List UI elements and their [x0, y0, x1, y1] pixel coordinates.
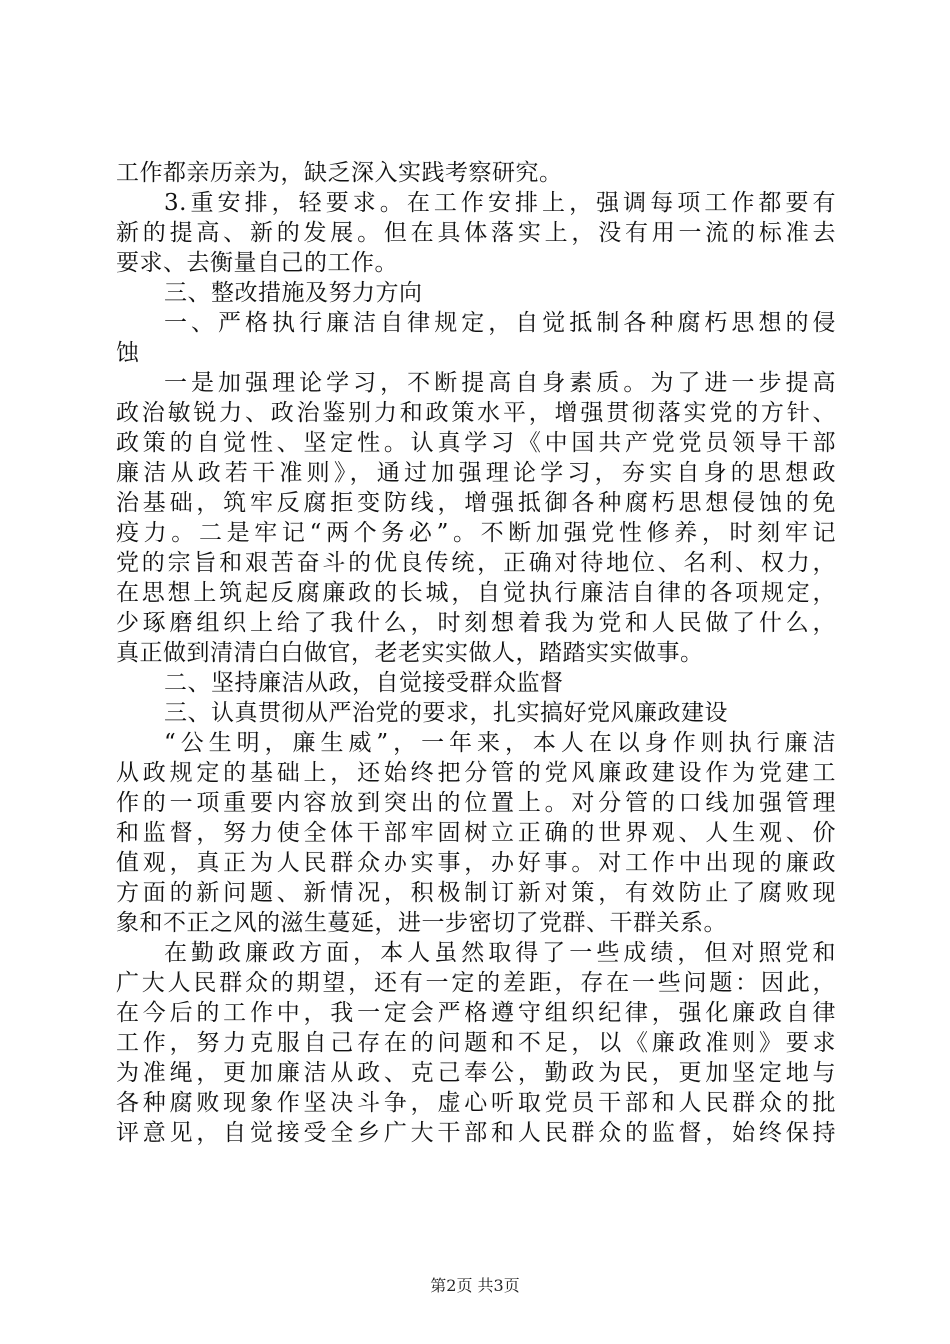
text-line: 廉洁从政若干准则》，通过加强理论学习，夯实自身的思想政: [116, 460, 836, 486]
text-line: 要求、去衡量自己的工作。: [116, 250, 398, 276]
text-line: 政策的自觉性、坚定性。认真学习《中国共产党党员领导干部: [116, 430, 836, 456]
text-line: 工作都亲历亲为，缺乏深入实践考察研究。: [116, 160, 563, 186]
text-line: 蚀: [116, 340, 140, 366]
text-line: 在勤政廉政方面，本人虽然取得了一些成绩，但对照党和: [164, 940, 836, 966]
text-line: 在今后的工作中，我一定会严格遵守组织纪律，强化廉政自律: [116, 1000, 836, 1026]
text-line: 3.重安排，轻要求。在工作安排上，强调每项工作都要有: [164, 190, 836, 216]
text-line: 从政规定的基础上，还始终把分管的党风廉政建设作为党建工: [116, 760, 836, 786]
text-line: 为准绳，更加廉洁从政、克己奉公，勤政为民，更加坚定地与: [116, 1060, 836, 1086]
text-line: 一是加强理论学习，不断提高自身素质。为了进一步提高: [164, 370, 836, 396]
text-line: 象和不正之风的滋生蔓延，进一步密切了党群、干群关系。: [116, 910, 727, 936]
text-line: 方面的新问题、新情况，积极制订新对策，有效防止了腐败现: [116, 880, 836, 906]
text-line: 政治敏锐力、政治鉴别力和政策水平，增强贯彻落实党的方针、: [116, 400, 836, 426]
text-line: 少琢磨组织上给了我什么，时刻想着我为党和人民做了什么，: [116, 610, 836, 636]
text-line: 作的一项重要内容放到突出的位置上。对分管的口线加强管理: [116, 790, 836, 816]
text-line: 在思想上筑起反腐廉政的长城，自觉执行廉洁自律的各项规定，: [116, 580, 836, 606]
text-line: 广大人民群众的期望，还有一定的差距，存在一些问题：因此，: [116, 970, 836, 996]
text-line: 疫力。二是牢记“两个务必”。不断加强党性修养，时刻牢记: [116, 520, 836, 546]
page-footer: 第2页 共3页: [430, 1276, 520, 1295]
text-line: 值观，真正为人民群众办实事，办好事。对工作中出现的廉政: [116, 850, 836, 876]
text-line: 评意见，自觉接受全乡广大干部和人民群众的监督，始终保持: [116, 1120, 836, 1146]
document-body: [116, 158, 836, 1148]
subsection-heading: 三、认真贯彻从严治党的要求，扎实搞好党风廉政建设: [164, 700, 728, 726]
section-heading: 三、整改措施及努力方向: [164, 280, 423, 306]
text-line: “公生明，廉生威”，一年来，本人在以身作则执行廉洁: [164, 730, 836, 756]
text-line: 新的提高、新的发展。但在具体落实上，没有用一流的标准去: [116, 220, 836, 246]
text-line: 治基础，筑牢反腐拒变防线，增强抵御各种腐朽思想侵蚀的免: [116, 490, 836, 516]
text-line: 真正做到清清白白做官，老老实实做人，踏踏实实做事。: [116, 640, 704, 666]
text-line: 党的宗旨和艰苦奋斗的优良传统，正确对待地位、名利、权力，: [116, 550, 836, 576]
text-line: 工作，努力克服自己存在的问题和不足，以《廉政准则》要求: [116, 1030, 836, 1056]
subsection-heading: 二、坚持廉洁从政，自觉接受群众监督: [164, 670, 564, 696]
subsection-heading: 一、严格执行廉洁自律规定，自觉抵制各种腐朽思想的侵: [164, 310, 836, 336]
text-line: 和监督，努力使全体干部牢固树立正确的世界观、人生观、价: [116, 820, 836, 846]
text-line: 各种腐败现象作坚决斗争，虚心听取党员干部和人民群众的批: [116, 1090, 836, 1116]
